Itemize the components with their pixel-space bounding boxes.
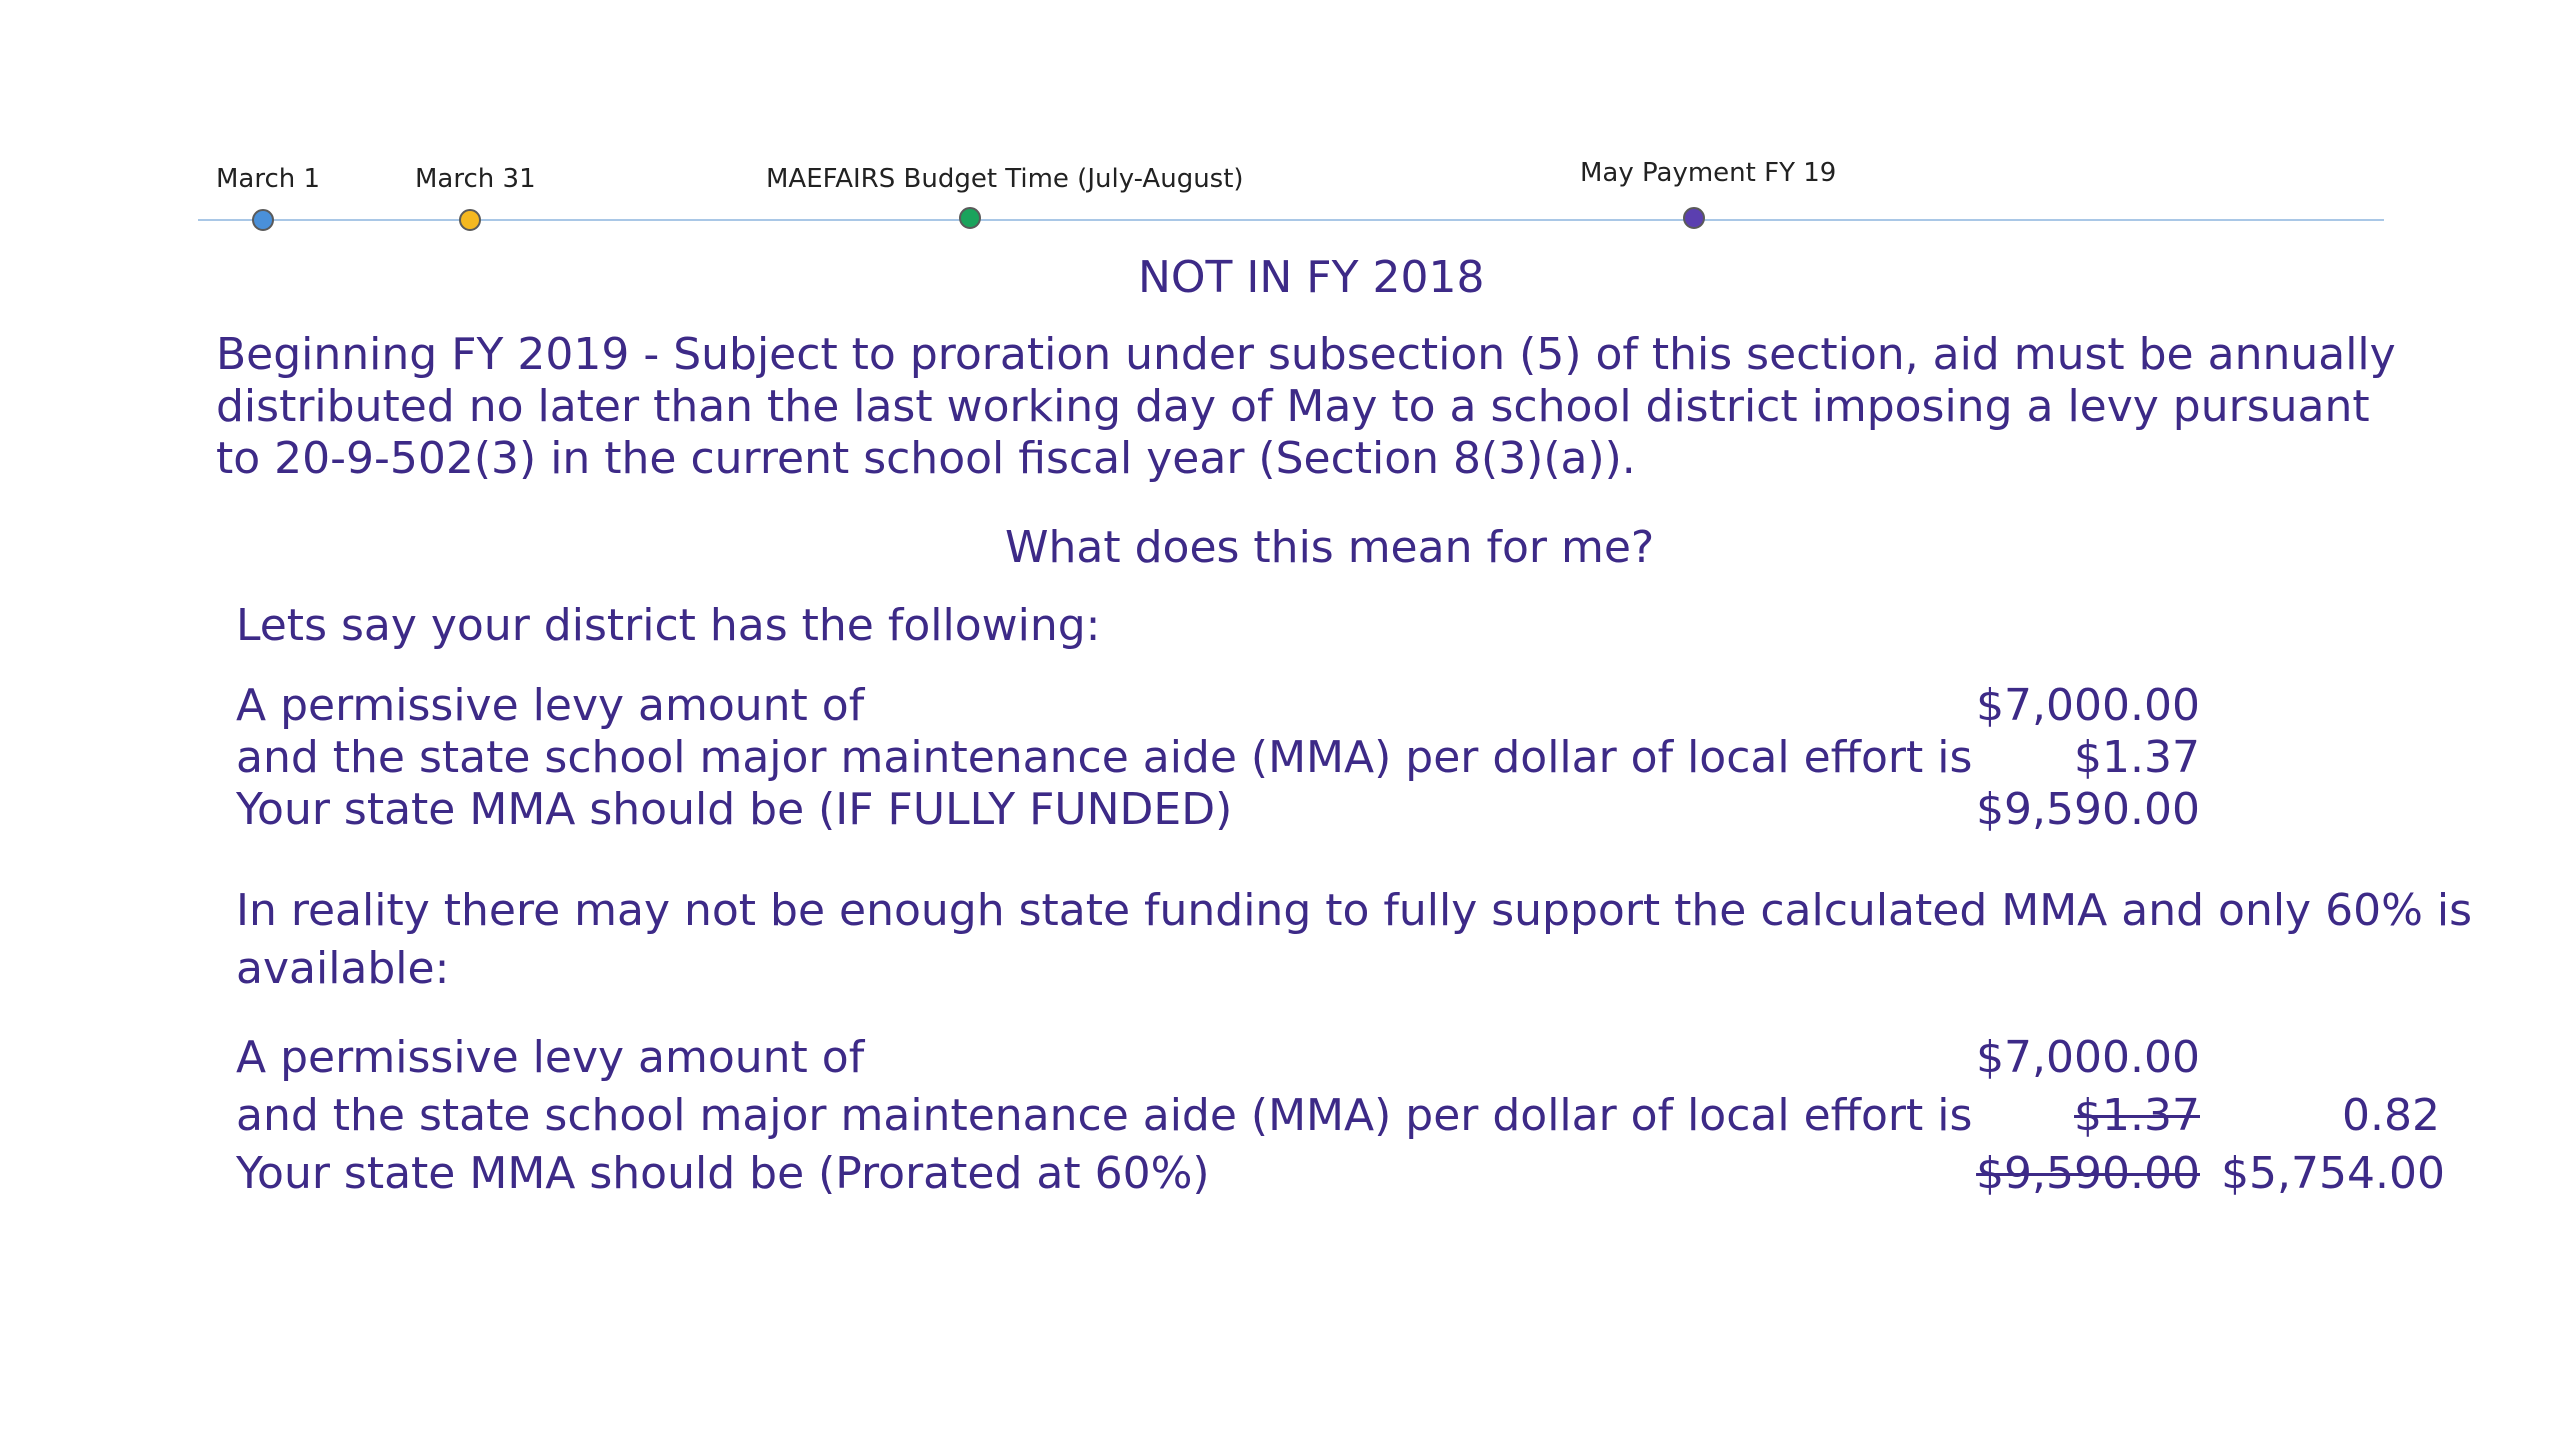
prorated-row-label-levy: A permissive levy amount of xyxy=(236,1032,865,1083)
full-row-amount-mma-rate: $1.37 xyxy=(2074,732,2200,783)
timeline-line xyxy=(198,219,2384,221)
example-intro: Lets say your district has the following: xyxy=(236,600,1101,651)
timeline-marker-may-payment xyxy=(1683,207,1705,229)
timeline-label-march-31: March 31 xyxy=(415,164,536,194)
timeline-label-maefairs: MAEFAIRS Budget Time (July-August) xyxy=(766,164,1244,194)
prorated-row-original-mma-rate: $1.37 xyxy=(2074,1090,2200,1141)
reality-paragraph: In reality there may not be enough state funding to fully support the calculated MMA and only 60% is available: xyxy=(236,885,2473,994)
timeline-label-march-1: March 1 xyxy=(216,164,321,194)
heading-not-in-fy: NOT IN FY 2018 xyxy=(1138,252,1485,303)
prorated-row-label-mma-rate: and the state school major maintenance aide (MMA) per dollar of local effort is xyxy=(236,1090,1973,1141)
timeline-label-may-payment: May Payment FY 19 xyxy=(1580,158,1837,188)
prorated-row-revised-mma-rate: 0.82 xyxy=(2342,1090,2440,1141)
timeline-marker-maefairs xyxy=(959,207,981,229)
prorated-row-original-mma-total: $9,590.00 xyxy=(1976,1148,2200,1199)
prorated-row-label-mma-total: Your state MMA should be (Prorated at 60%) xyxy=(236,1148,1210,1199)
intro-paragraph: Beginning FY 2019 - Subject to proration under subsection (5) of this section, aid must be annually distributed no later than the last working day of May to a school district imposing a levy pursuant to 20-9-502(3) in the current school fiscal year (Section 8(3)(a)). xyxy=(216,329,2396,484)
full-row-label-levy: A permissive levy amount of xyxy=(236,680,865,731)
full-row-label-mma-rate: and the state school major maintenance aide (MMA) per dollar of local effort is xyxy=(236,732,1973,783)
timeline-marker-march-1 xyxy=(252,209,274,231)
prorated-row-original-levy: $7,000.00 xyxy=(1976,1032,2200,1083)
prorated-row-revised-mma-total: $5,754.00 xyxy=(2221,1148,2445,1199)
full-row-amount-levy: $7,000.00 xyxy=(1976,680,2200,731)
full-row-label-mma-total: Your state MMA should be (IF FULLY FUNDED) xyxy=(236,784,1233,835)
full-row-amount-mma-total: $9,590.00 xyxy=(1976,784,2200,835)
question-heading: What does this mean for me? xyxy=(1005,522,1655,573)
timeline-marker-march-31 xyxy=(459,209,481,231)
